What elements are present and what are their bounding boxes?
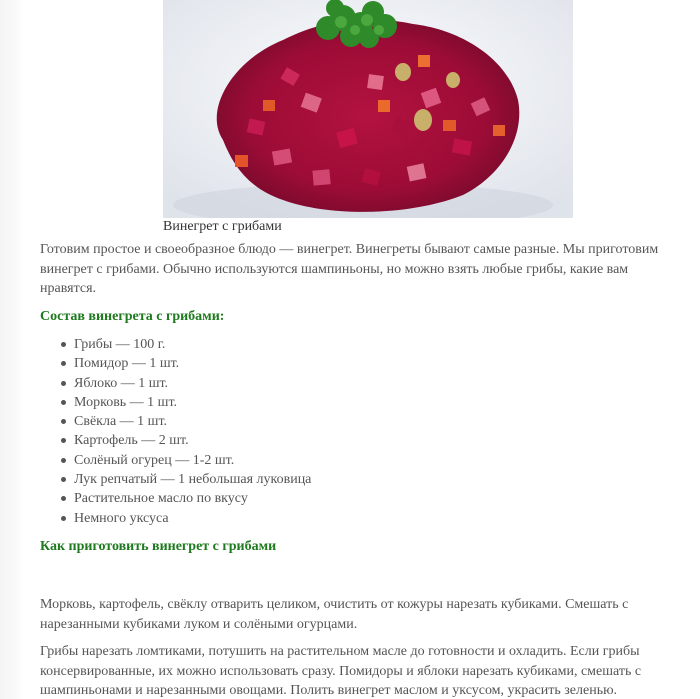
ingredients-heading: Состав винегрета с грибами: — [40, 309, 225, 324]
photo-caption: Винегрет с грибами — [163, 219, 282, 234]
method-heading: Как приготовить винегрет с грибами — [40, 539, 277, 554]
ingredient-item: Яблоко — 1 шт. — [40, 374, 311, 393]
ingredient-item: Помидор — 1 шт. — [40, 354, 311, 373]
ingredient-item: Растительное масло по вкусу — [40, 489, 311, 508]
ingredient-item: Морковь — 1 шт. — [40, 393, 311, 412]
intro-paragraph: Готовим простое и своеобразное блюдо — винегрет. Винегреты бывают самые разные. Мы приготовим винегрет с грибами. Обычно используются шампиньоны, но можно взять любые грибы, какие вам нравятся. — [40, 242, 659, 296]
salad-illustration — [163, 0, 573, 218]
salad-photo — [163, 0, 573, 218]
ingredients-list — [40, 335, 311, 528]
step-paragraph-1: Морковь, картофель, свёклу отварить целиком, очистить от кожуры нарезать кубиками. Смешать с нарезанными кубиками луком и солёными огурцами. — [40, 597, 629, 632]
ingredient-item: Грибы — 100 г. — [40, 335, 311, 354]
step-paragraph-2: Грибы нарезать ломтиками, потушить на растительном масле до готовности и охладить. Если грибы консервированные, их можно использовать сразу. Помидоры и яблоки нарезать кубиками, смешать с шампиньонами и нарезанными овощами. Полить винегрет маслом и уксусом, украсить зеленью. — [40, 644, 642, 698]
ingredient-item: Лук репчатый — 1 небольшая луковица — [40, 470, 311, 489]
ingredient-item: Свёкла — 1 шт. — [40, 412, 311, 431]
ingredient-item: Картофель — 2 шт. — [40, 431, 311, 450]
page-left-shadow — [0, 0, 24, 699]
ingredient-item: Солёный огурец — 1-2 шт. — [40, 451, 311, 470]
ingredient-item: Немного уксуса — [40, 509, 311, 528]
